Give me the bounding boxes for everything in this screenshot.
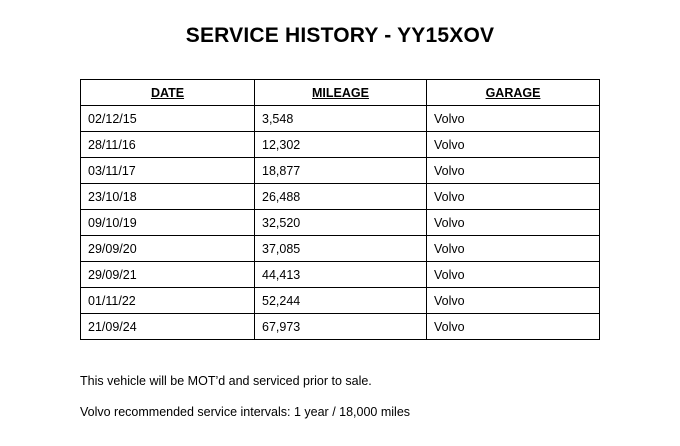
cell-garage: Volvo xyxy=(427,314,600,340)
cell-garage: Volvo xyxy=(427,236,600,262)
service-history-table xyxy=(80,79,600,340)
service-interval-note: Volvo recommended service intervals: 1 year / 18,000 miles xyxy=(80,405,411,419)
cell-mileage: 44,413 xyxy=(255,262,427,288)
page-title: SERVICE HISTORY - YY15XOV xyxy=(185,24,495,47)
cell-date: 29/09/20 xyxy=(81,236,255,262)
mot-note: This vehicle will be MOT’d and serviced prior to sale. xyxy=(80,374,372,388)
table-row xyxy=(81,184,600,210)
table-row xyxy=(81,288,600,314)
cell-garage: Volvo xyxy=(427,158,600,184)
cell-date: 28/11/16 xyxy=(81,132,255,158)
cell-mileage: 18,877 xyxy=(255,158,427,184)
cell-garage: Volvo xyxy=(427,184,600,210)
table-row xyxy=(81,132,600,158)
cell-garage: Volvo xyxy=(427,288,600,314)
cell-garage: Volvo xyxy=(427,262,600,288)
cell-date: 03/11/17 xyxy=(81,158,255,184)
cell-mileage: 12,302 xyxy=(255,132,427,158)
cell-mileage: 32,520 xyxy=(255,210,427,236)
column-header-mileage: MILEAGE xyxy=(255,80,427,106)
cell-mileage: 37,085 xyxy=(255,236,427,262)
column-header-garage: GARAGE xyxy=(427,80,600,106)
table-row xyxy=(81,236,600,262)
cell-date: 29/09/21 xyxy=(81,262,255,288)
cell-garage: Volvo xyxy=(427,210,600,236)
cell-garage: Volvo xyxy=(427,106,600,132)
table-row xyxy=(81,158,600,184)
cell-date: 01/11/22 xyxy=(81,288,255,314)
cell-mileage: 52,244 xyxy=(255,288,427,314)
column-header-date: DATE xyxy=(81,80,255,106)
cell-date: 02/12/15 xyxy=(81,106,255,132)
table-row xyxy=(81,262,600,288)
cell-date: 23/10/18 xyxy=(81,184,255,210)
cell-date: 09/10/19 xyxy=(81,210,255,236)
cell-garage: Volvo xyxy=(427,132,600,158)
table-row xyxy=(81,210,600,236)
cell-mileage: 26,488 xyxy=(255,184,427,210)
table-header-row xyxy=(81,80,600,106)
cell-mileage: 3,548 xyxy=(255,106,427,132)
table-row xyxy=(81,106,600,132)
cell-date: 21/09/24 xyxy=(81,314,255,340)
cell-mileage: 67,973 xyxy=(255,314,427,340)
table-row xyxy=(81,314,600,340)
